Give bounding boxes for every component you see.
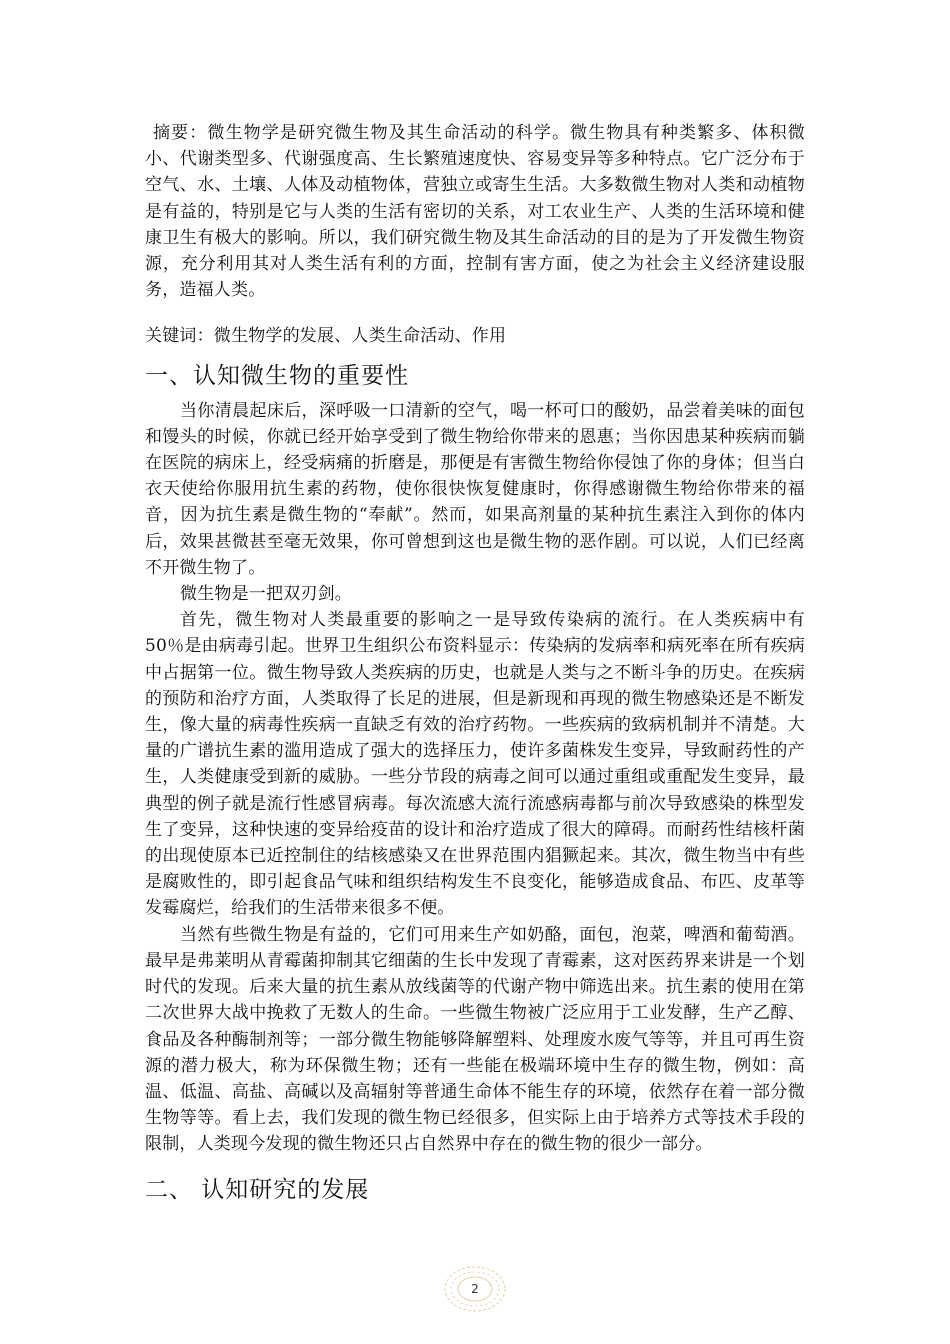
abstract: 摘要：微生物学是研究微生物及其生命活动的科学。微生物具有种类繁多、体积微小、代谢类型多、代谢强度高、生长繁殖速度快、容易变异等多种特点。它广泛分布于空气、水、土壤、人体及动植物体，营独立或寄生生活。大多数微生物对人类和动植物是有益的，特别是它与人类的生活有密切的关系，对工农业生产、人类的生活环境和健康卫生有极大的影响。所以，我们研究微生物及其生命活动的目的是为了开发微生物资源，充分利用其对人类生活有利的方面，控制有害方面，使之为社会主义经济建设服务，造福人类。	[145, 123, 805, 301]
section-heading-2: 二、 认知研究的发展	[145, 1176, 370, 1203]
paragraph: 当你清晨起床后，深呼吸一口清新的空气，喝一杯可口的酸奶，品尝着美味的面包和馒头的时候，你就已经开始享受到了微生物给你带来的恩惠；当你因患某种疾病而躺在医院的病床上，经受病痛的折磨是，那便是有害微生物给你侵蚀了你的身体；但当白衣天使给你服用抗生素的药物，使你很快恢复健康时，你得感谢微生物给你带来的福音，因为抗生素是微生物的“奉献”。然而，如果高剂量的某种抗生素注入到你的体内后，效果甚微甚至毫无效果，你可曾想到这也是微生物的恶作剧。可以说，人们已经离不开微生物了。	[145, 400, 805, 578]
section-heading-1: 一、认知微生物的重要性	[145, 362, 409, 389]
keywords: 关键词：微生物学的发展、人类生命活动、作用	[145, 326, 507, 347]
paragraph: 首先，微生物对人类最重要的影响之一是导致传染病的流行。在人类疾病中有 50％是由病毒引起。世界卫生组织公布资料显示：传染病的发病率和病死率在所有疾病中占据第一位。微生物导致人类疾病的历史，也就是人类与之不断斗争的历史。在疾病的预防和治疗方面，人类取得了长足的进展，但是新现和再现的微生物感染还是不断发生，像大量的病毒性疾病一直缺乏有效的治疗药物。一些疾病的致病机制并不清楚。大量的广谱抗生素的滥用造成了强大的选择压力，使许多菌株发生变异，导致耐药性的产生，人类健康受到新的威胁。一些分节段的病毒之间可以通过重组或重配发生变异，最典型的例子就是流行性感冒病毒。每次流感大流行流感病毒都与前次导致感染的株型发生了变异，这种快速的变异给疫苗的设计和治疗造成了很大的障碍。而耐药性结核杆菌的出现使原本已近控制住的结核感染又在世界范围内猖獗起来。其次，微生物当中有些是腐败性的，即引起食品气味和组织结构发生不良变化，能够造成食品、布匹、皮革等发霉腐烂，给我们的生活带来很多不便。	[145, 610, 805, 919]
page-number: 2	[471, 1282, 479, 1296]
page-number-badge	[438, 1262, 512, 1316]
paragraph: 当然有些微生物是有益的，它们可用来生产如奶酪，面包，泡菜，啤酒和葡萄酒。最早是弗莱明从青霉菌抑制其它细菌的生长中发现了青霉素，这对医药界来讲是一个划时代的发现。后来大量的抗生素从放线菌等的代谢产物中筛选出来。抗生素的使用在第二次世界大战中挽救了无数人的生命。一些微生物被广泛应用于工业发酵，生产乙醇、食品及各种酶制剂等；一部分微生物能够降解塑料、处理废水废气等等，并且可再生资源的潜力极大，称为环保微生物；还有一些能在极端环境中生存的微生物，例如：高温、低温、高盐、高碱以及高辐射等普通生命体不能生存的环境，依然存在着一部分微生物等等。看上去，我们发现的微生物已经很多，但实际上由于培养方式等技术手段的限制，人类现今发现的微生物还只占自然界中存在的微生物的很少一部分。	[145, 924, 805, 1155]
document-page	[145, 120, 805, 1212]
paragraph: 微生物是一把双刃剑。	[180, 584, 352, 605]
